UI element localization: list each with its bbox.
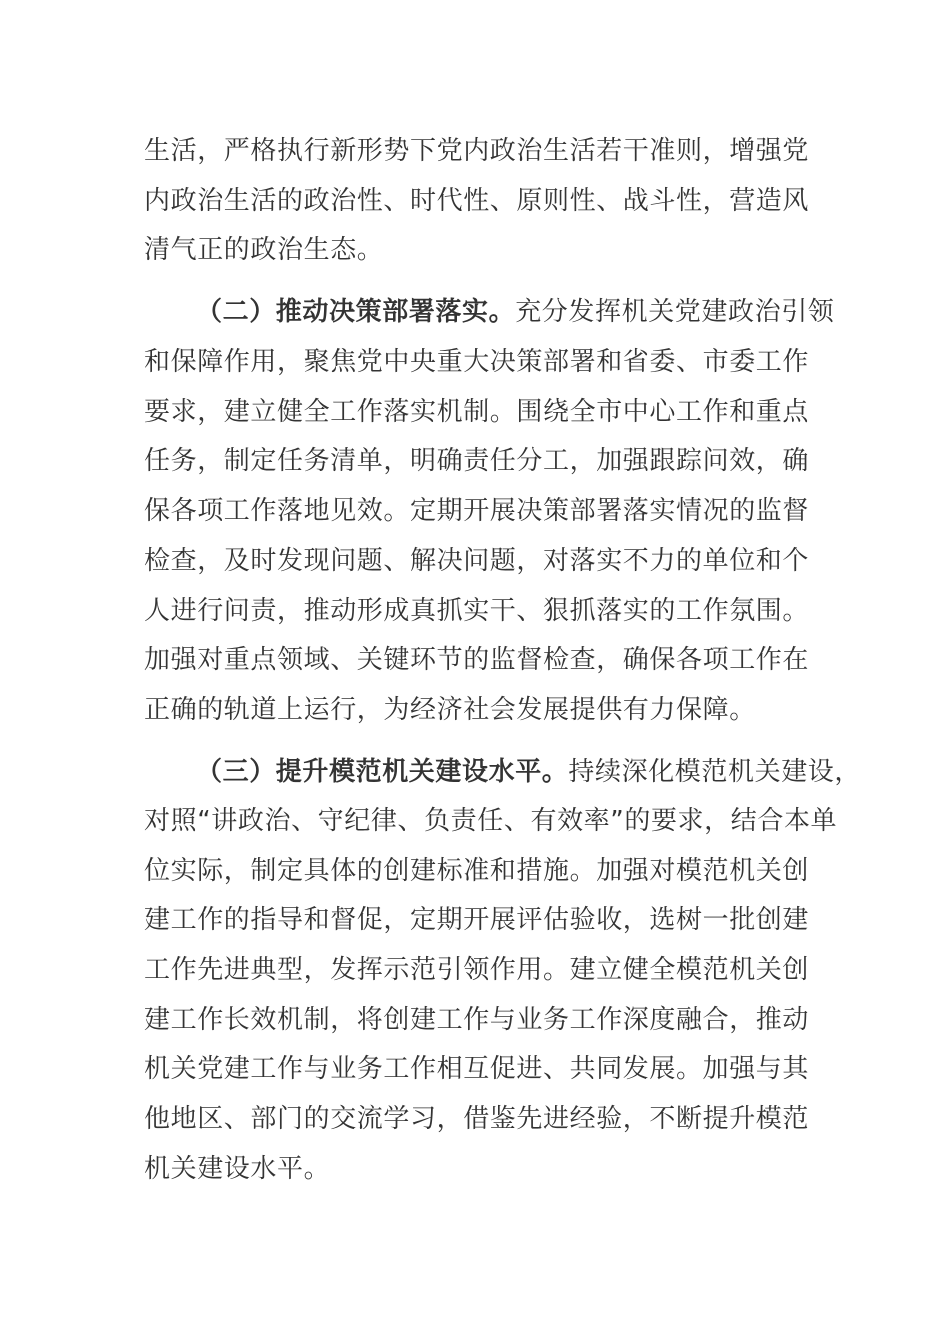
paragraph-2-line-4: 任务，制定任务清单，明确责任分工，加强跟踪问效，确 [144, 446, 810, 476]
paragraph-1-line-2: 内政治生活的政治性、时代性、原则性、战斗性，营造风 [144, 186, 810, 216]
paragraph-3-line-9: 机关建设水平。 [144, 1154, 331, 1184]
paragraph-2-line-2: 和保障作用，聚焦党中央重大决策部署和省委、市委工作 [144, 347, 810, 377]
paragraph-2-line-3: 要求，建立健全工作落实机制。围绕全市中心工作和重点 [144, 397, 810, 427]
paragraph-3-first-line-text: 持续深化模范机关建设， [568, 757, 862, 787]
paragraph-2-first-line-text: 充分发挥机关党建政治引领 [515, 297, 835, 327]
paragraph-2-line-6: 检查，及时发现问题、解决问题，对落实不力的单位和个 [144, 546, 810, 576]
paragraph-2-line-7: 人进行问责，推动形成真抓实干、狠抓落实的工作氛围。 [144, 596, 810, 626]
paragraph-3-line-6: 建工作长效机制，将创建工作与业务工作深度融合，推动 [144, 1005, 810, 1035]
paragraph-3-line-3: 位实际，制定具体的创建标准和措施。加强对模范机关创 [144, 856, 810, 886]
paragraph-2-line-5: 保各项工作落地见效。定期开展决策部署落实情况的监督 [144, 496, 810, 526]
section-heading-2: （二）推动决策部署落实。 [196, 297, 516, 327]
paragraph-1-line-3: 清气正的政治生态。 [144, 235, 384, 265]
paragraph-2-line-9: 正确的轨道上运行，为经济社会发展提供有力保障。 [144, 695, 756, 725]
paragraph-2-line-8: 加强对重点领域、关键环节的监督检查，确保各项工作在 [144, 645, 810, 675]
paragraph-3-line-7: 机关党建工作与业务工作相互促进、共同发展。加强与其 [144, 1054, 810, 1084]
paragraph-3-line-4: 建工作的指导和督促，定期开展评估验收，选树一批创建 [144, 905, 810, 935]
paragraph-3-line-2: 对照“讲政治、守纪律、负责任、有效率”的要求，结合本单 [144, 806, 838, 836]
paragraph-3-first-line [196, 755, 861, 789]
paragraph-3-line-8: 他地区、部门的交流学习，借鉴先进经验，不断提升模范 [144, 1104, 810, 1134]
paragraph-3-line-5: 工作先进典型，发挥示范引领作用。建立健全模范机关创 [144, 955, 810, 985]
paragraph-2-first-line [196, 295, 834, 329]
paragraph-1-line-1: 生活，严格执行新形势下党内政治生活若干准则，增强党 [144, 136, 810, 166]
section-heading-3: （三）提升模范机关建设水平。 [196, 757, 569, 787]
